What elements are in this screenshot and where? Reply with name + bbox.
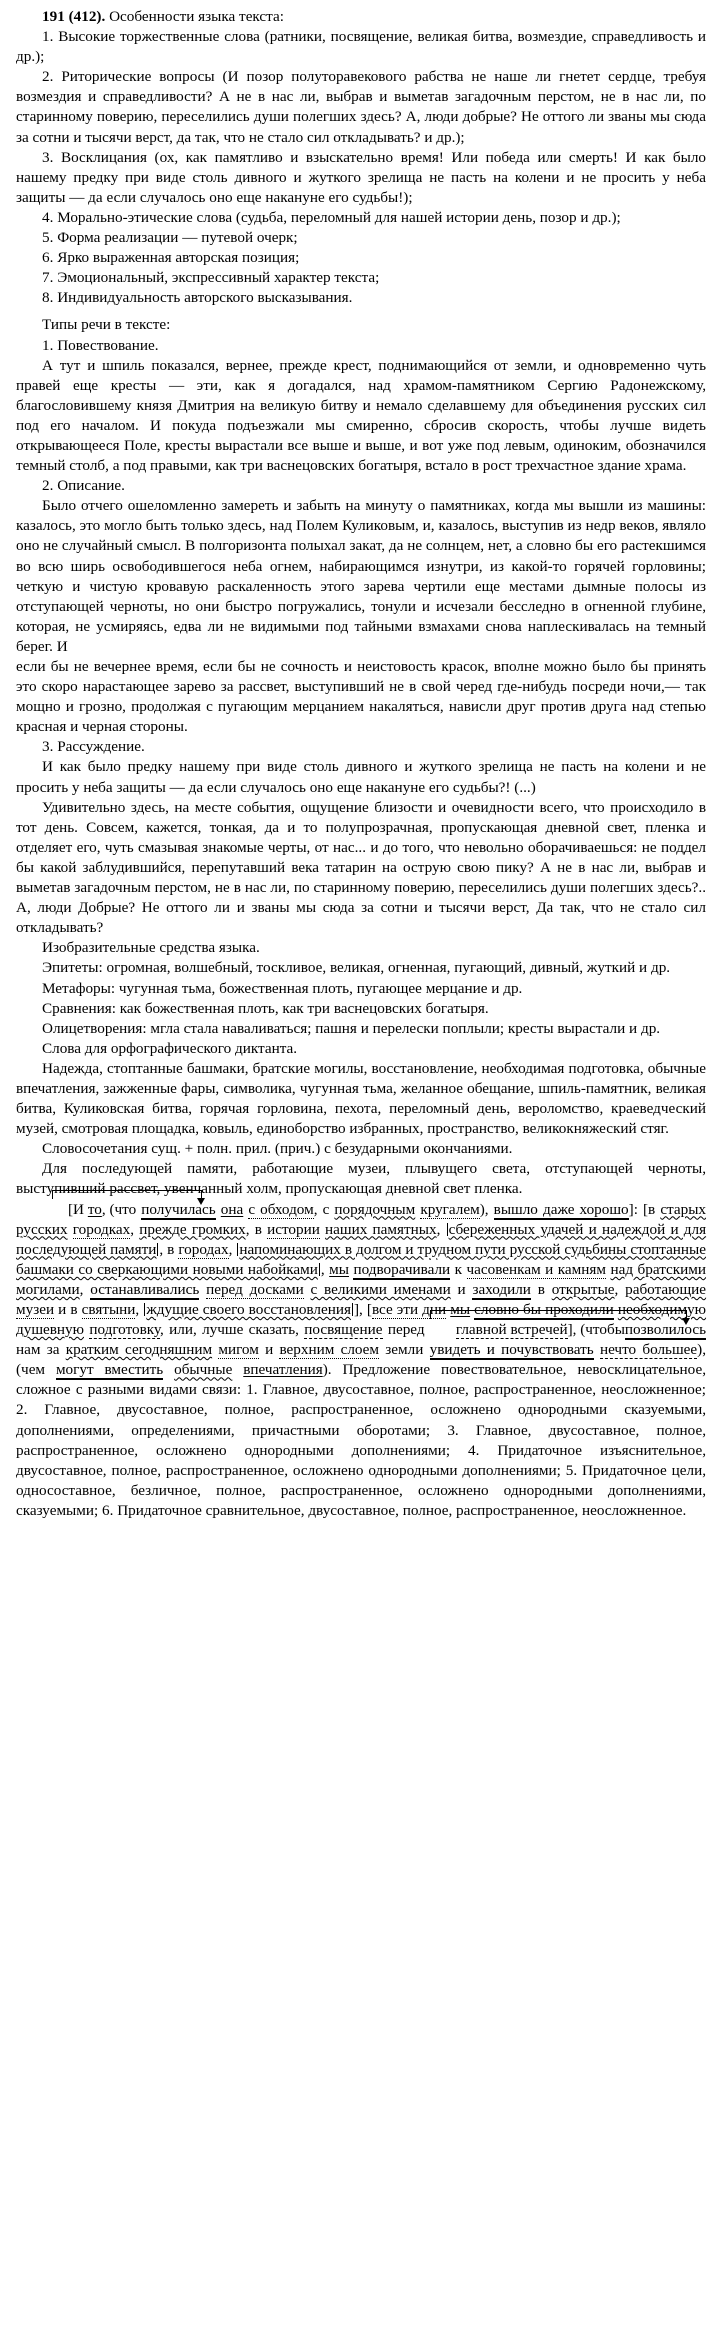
parse-attribute: необходимую душевную <box>16 1301 707 1339</box>
phrases-heading: Словосочетания сущ. + полн. прил. (прич.) с безударными окончаниями. <box>42 1140 513 1158</box>
parse-text: ), <box>479 1200 494 1218</box>
exercise-number: 191 (412). <box>42 8 106 25</box>
participial-turn-delimiter <box>352 1303 353 1316</box>
parse-adverbial: мигом <box>218 1341 259 1359</box>
parse-text: что <box>114 1200 137 1218</box>
parse-text: , <box>135 1301 144 1318</box>
section-spacer <box>16 308 706 315</box>
parse-subject: она <box>220 1200 244 1218</box>
speech-type-body-cont: Удивительно здесь, на месте события, ощущение близости и очевидности всего, что происходило в тот день. Совсем, кажется, тонкая, да и то полупрозрачная, пропускающая дневной свет, пленка и отделяет его, чуть смазывая знакомые черты, от нас... и до того, что невольно оборачиваешься: не поддел бы какой заблудившийся, перепутавший века татарин на острую свою пику? А не в нас ли, выбрав и выметав загадочным перстом, не в нас ли, по старинному поверию, переселились души полегших здесь?.. А, люди Добрые? Не оттого ли и званы мы сюда за сотни и тысячи верст, Да так, что не стало сил откладывать? <box>16 798 706 937</box>
speech-types-heading: Типы речи в тексте: <box>42 316 171 334</box>
language-feature-item: 6. Ярко выраженная авторская позиция; <box>42 249 300 267</box>
parse-text: , <box>130 1220 140 1238</box>
exercise-title: Особенности языка текста: <box>109 8 284 25</box>
phrases-list: Для последующей памяти, работающие музеи, плывущего света, отступающей черноты, выступивший рассвет, увенчанный холм, пропускающая дневной свет пленка. <box>16 1160 706 1198</box>
speech-type-body-cont: если бы не вечернее время, если бы не сочность и неистовость красок, вполне можно было бы принять это скоро нарастающее зарево за рассвет, выступивший не в свой черед где-нибудь посреди ночи,— так мощно и грозно, продолжая с пугающим мерцанием накаляться, нависли друг против друга над степью красная и черная стороны. <box>16 658 706 736</box>
parse-text: , <box>436 1220 446 1238</box>
parse-participial-turn: сбереженных удачей и надеждой и для последующей памяти <box>16 1220 707 1258</box>
parse-attribute: открытые <box>551 1280 615 1298</box>
parse-adverbial: все эти дни <box>371 1301 447 1318</box>
parse-participial-turn: напоминающих в долгом и трудном пути русской судьбины стоптанные башмаки со сверкающими новыми набойками <box>16 1240 707 1278</box>
parse-text: , <box>320 1260 330 1278</box>
parse-subject: мы <box>329 1260 349 1278</box>
parse-text: , с <box>313 1200 335 1218</box>
parse-object: главной встречей <box>455 1321 568 1339</box>
parse-adverbial: кругалем <box>420 1200 480 1218</box>
parse-attribute: обычные <box>174 1361 233 1379</box>
parse-predicate: получилась <box>141 1200 216 1218</box>
parse-adverbial: перед досками <box>206 1280 304 1298</box>
parse-text: , в <box>245 1220 268 1238</box>
parse-adverbial: часовенкам и камням <box>466 1260 606 1278</box>
dictation-words: Надежда, стоптанные башмаки, братские могилы, восстановление, необходимая подготовка, обычные впечатления, зажженные фары, символика, чугунная тьма, желанное обещание, шпиль-памятник, великая битва, Куликовская битва, горячая горловина, пехота, переломный день, вероломство, краеведческий музей, смотровая площадка, ковыль, единоборство избранных, пространство, великокняжеский стяг. <box>16 1059 706 1138</box>
parse-subject: мы <box>450 1301 471 1318</box>
parse-object: посвящение <box>304 1321 383 1339</box>
speech-type-label: 2. Описание. <box>42 477 125 495</box>
exercise-heading <box>16 7 706 27</box>
speech-type-label: 1. Повествование. <box>42 336 159 354</box>
arrow-bracket-1-anchor <box>42 1200 136 1220</box>
parse-adverbial: верхним слоем <box>279 1341 380 1359</box>
parse-text: ), (чем <box>16 1341 706 1379</box>
parse-text: в <box>530 1280 552 1298</box>
comparisons-line: Сравнения: как божественная плоть, как три васнецовских богатыря. <box>42 999 489 1017</box>
parse-text: , <box>79 1280 91 1298</box>
parse-text: , в <box>159 1240 179 1258</box>
parse-predicate: вышло даже хорошо <box>493 1200 629 1218</box>
parse-text: , <box>614 1280 626 1298</box>
parse-predicate: могут вместить <box>55 1361 164 1379</box>
parse-attribute: порядочным <box>334 1200 416 1218</box>
parse-text: нам за <box>16 1341 66 1359</box>
parse-text: к <box>450 1260 467 1278</box>
metaphors-line: Метафоры: чугунная тьма, божественная плоть, пугающее мерцание и др. <box>42 979 523 997</box>
parse-adverbial: городах <box>178 1240 229 1258</box>
parse-text: ], ( <box>567 1321 586 1339</box>
parse-text: , ( <box>101 1200 115 1218</box>
speech-type-body: Было отчего ошеломленно замереть и забыть на минуту о памятниках, когда мы вышли из машины: казалось, это могло быть только здесь, над Полем Куликовым, и, казалось, выступив из недр веков, являло оно не случайный смысл. В полгоризонта полыхал закат, да не солнцем, нет, а словно бы его растекшимся во всю ширь освободившегося неба огнем, набирающимся изнутри, из какой-то горячей горловины; четкую и чистую кровавую раскаленность этого зарева чертили еще местами дымные полосы из отступающей черноты, но они быстро погружались, тонули и исчезали бесследно в огненной глубине, которая, не усмиряясь, едва ли не видимыми под тайными взмахами снова наплескивалась на темный берег. И <box>16 497 706 655</box>
parse-attribute: с великими именами <box>310 1280 451 1298</box>
parse-text: земли <box>379 1341 430 1359</box>
speech-type-label: 3. Рассуждение. <box>42 738 145 756</box>
parse-attribute: старых русских <box>16 1200 707 1238</box>
parse-attribute: работающие <box>625 1280 707 1298</box>
parse-predicate: подворачивали <box>353 1260 451 1278</box>
dictation-heading: Слова для орфографического диктанта. <box>42 1039 298 1057</box>
parse-subject: впечатления <box>243 1361 323 1379</box>
participial-turn-delimiter <box>447 1223 448 1236</box>
parse-predicate: увидеть и почувствовать <box>429 1341 594 1359</box>
parse-text: ). <box>322 1361 343 1379</box>
parse-attribute: кратким сегодняшним <box>65 1341 213 1359</box>
participial-turn-delimiter <box>319 1263 320 1276</box>
language-feature-item: 5. Форма реализации — путевой очерк; <box>42 229 298 247</box>
arrow-bracket-2-icon <box>430 1310 687 1319</box>
parse-conclusion: Предложение повествовательное, невосклицательное, сложное с разными видами связи: 1. Главное, двусоставное, полное, распространенное, неосложненное; 2. Главное, двусоставное, полное, распространенное, осложнено однородными сказуемыми, дополнениями, определениями, причастными оборотами; 3. Главное, двусоставное, полное, распространенное, осложнено однородными дополнениями; 4. Придаточное изъяснительное, двусоставное, полное, распространенное, осложнено однородными дополнениями; 5. Придаточное цели, односоставное, безличное, полное, распространенное, осложнено однородными дополнениями, сказуемыми; 6. Придаточное сравнительное, двусоставное, полное, распространенное, неосложненное. <box>16 1361 706 1519</box>
parse-attribute: над братскими могилами <box>16 1260 707 1298</box>
parse-attribute: наших памятных <box>325 1220 437 1238</box>
parse-predicate: словно бы проходили <box>474 1301 614 1318</box>
parse-text: и <box>450 1280 473 1298</box>
language-feature-item: 7. Эмоциональный, экспрессивный характер текста; <box>42 269 380 287</box>
epithets-line: Эпитеты: огромная, волшебный, тоскливое, великая, огненная, пугающий, дивный, жуткий и др. <box>42 959 671 977</box>
speech-type-body: И как было предку нашему при виде столь дивного и жуткого зрелища не пасть на колени и не просить у неба защиты — да если случалось оно еще накануне его судьбы?! (...) <box>16 758 706 796</box>
parse-subject: то <box>87 1200 102 1218</box>
personifications-line: Олицетворения: мгла стала наваливаться; пашня и перелески поплыли; кресты вырастали и др. <box>42 1019 661 1037</box>
language-feature-item: 2. Риторические вопросы (И позор полуторавекового рабства не наше ли гнетет сердце, требуя возмездия и справедливости? А не в нас ли, выбрав и выметав загадочным перстом, не в нас ли, по старинному поверию, переселились души полегших здесь? А, люди добрые? Не оттого ли званы мы сюда за сотни и тысячи верст, да так, что не стало сил откладывать? и др.); <box>16 68 706 146</box>
parse-adverbial: музеи <box>16 1301 55 1318</box>
figurative-means-heading: Изобразительные средства языка. <box>42 939 260 957</box>
parse-text: чтобы <box>585 1321 625 1339</box>
parse-participial-turn: ждущие своего восстановления <box>146 1301 351 1318</box>
arrow-bracket-2-anchor <box>430 1320 625 1340</box>
parse-text: ]: [в <box>628 1200 661 1218</box>
language-feature-item: 1. Высокие торжественные слова (ратники, посвящение, великая битва, возмездие, справедливость и др.); <box>16 28 706 66</box>
syntactic-parse-block <box>16 1200 706 1522</box>
parse-adverbial: городках <box>72 1220 131 1238</box>
parse-predicate: заходили <box>472 1280 531 1298</box>
parse-text: и в <box>54 1301 82 1318</box>
parse-adverbial: с обходом <box>248 1200 314 1218</box>
parse-predicate: останавливались <box>90 1280 200 1298</box>
speech-type-body: А тут и шпиль показался, вернее, прежде крест, поднимающийся от земли, и одновременно чуть правей еще кресты — эти, как я догадался, над храмом-памятником Сергию Радонежскому, благословившему князя Дмитрия на великую битву и немало сделавшему для объединения русских сил под его началом. И покуда подъезжали мы смиренно, сбросив скорость, чтобы лучше видеть открывающееся Поле, кресты вырастали все выше и выше, и вот уже под левым, одиноким, обозначился темный столб, а под правыми, как три васнецовских богатыря, встало в рост трехчастное здание храма. <box>16 356 706 475</box>
parse-text: , или, лучше сказать, <box>160 1321 305 1339</box>
parse-attribute: прежде громких <box>139 1220 246 1238</box>
language-feature-item: 8. Индивидуальность авторского высказывания. <box>42 289 353 307</box>
parse-adverbial: истории <box>267 1220 320 1238</box>
language-feature-item: 3. Восклицания (ох, как памятливо и взыскательно время! Или победа или смерть! И как было нашему предку при виде столь дивного и жуткого зрелища не пасть на колени и не просить у неба защиты — да если случалось оно еще накануне его судьбы!); <box>16 148 706 206</box>
arrow-bracket-1-icon <box>52 1190 202 1199</box>
parse-object: нечто большее <box>599 1341 698 1359</box>
language-feature-item: 4. Морально-этические слова (судьба, переломный для нашей истории день, позор и др.); <box>42 208 621 226</box>
parse-text: ], [ <box>353 1301 372 1318</box>
parse-text: , <box>228 1240 237 1258</box>
parse-object: подготовку <box>89 1321 161 1339</box>
parse-predicate: позволилось <box>624 1321 707 1339</box>
parse-text: перед <box>382 1321 430 1339</box>
parse-text: [И <box>68 1200 88 1218</box>
parse-adverbial: святыни <box>81 1301 136 1318</box>
parse-text: и <box>258 1341 280 1359</box>
